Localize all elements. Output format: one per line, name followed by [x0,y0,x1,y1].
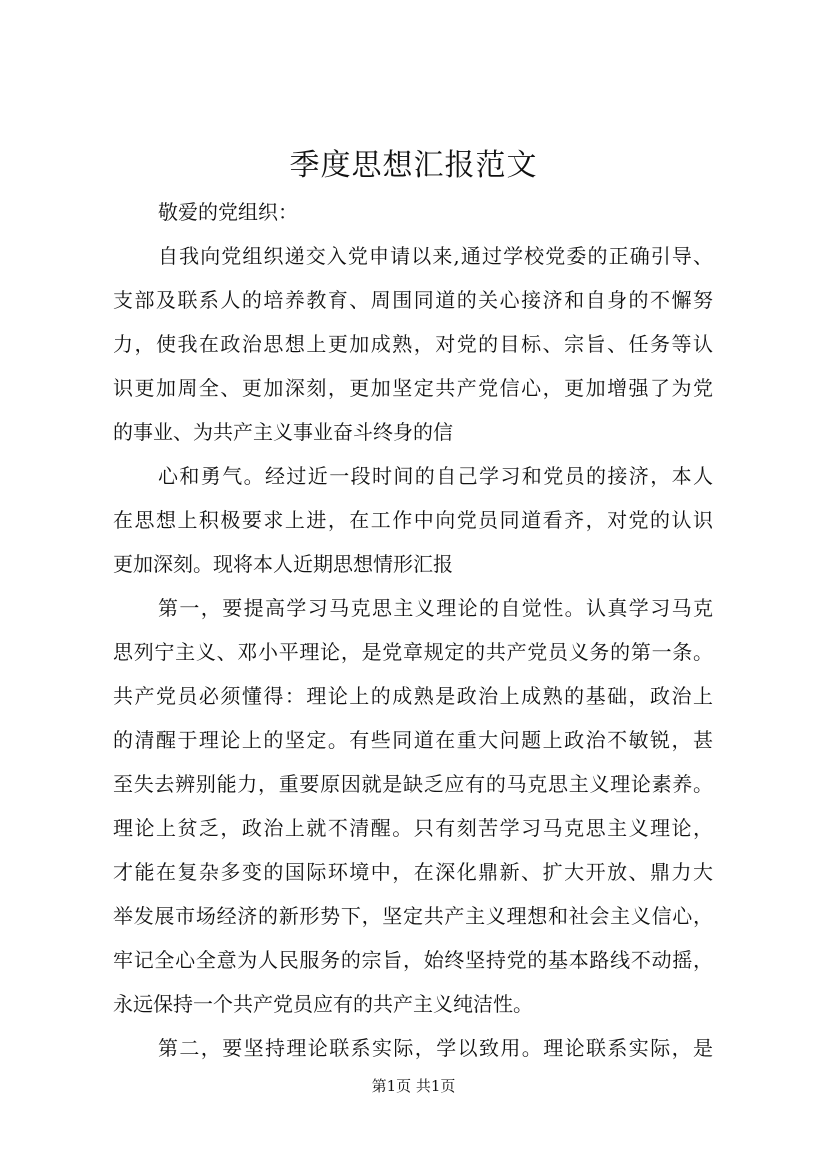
body-line: 第二，要坚持理论联系实际，学以致用。理论联系实际，是 [158,1036,713,1060]
body-line: 举发展市场经济的新形势下，坚定共产主义理想和社会主义信心， [113,904,713,928]
body-line: 自我向党组织递交入党申请以来,通过学校党委的正确引导、 [158,244,713,268]
body-line: 的清醒于理论上的坚定。有些同道在重大问题上政治不敏锐，甚 [113,728,713,752]
body-line: 思列宁主义、邓小平理论，是党章规定的共产党员义务的第一条。 [113,640,713,664]
body-line: 牢记全心全意为人民服务的宗旨，始终坚持党的基本路线不动摇， [113,948,713,972]
body-line: 心和勇气。经过近一段时间的自己学习和党员的接济，本人 [158,464,713,488]
body-line: 第一，要提高学习马克思主义理论的自觉性。认真学习马克 [158,596,713,620]
page-number-footer: 第1页 共1页 [371,1077,456,1095]
body-line: 至失去辨别能力，重要原因就是缺乏应有的马克思主义理论素养。 [113,772,713,796]
salutation: 敬爱的党组织： [158,200,298,224]
body-line: 的事业、为共产主义事业奋斗终身的信 [113,420,453,444]
page-title: 季度思想汇报范文 [289,148,538,183]
body-line: 理论上贫乏，政治上就不清醒。只有刻苦学习马克思主义理论， [113,816,713,840]
body-line: 在思想上积极要求上进，在工作中向党员同道看齐，对党的认识 [113,508,713,532]
body-line: 更加深刻。现将本人近期思想情形汇报 [113,552,453,576]
body-line: 才能在复杂多变的国际环境中，在深化鼎新、扩大开放、鼎力大 [113,860,713,884]
body-line: 共产党员必须懂得：理论上的成熟是政治上成熟的基础，政治上 [113,684,713,708]
body-line: 力，使我在政治思想上更加成熟，对党的目标、宗旨、任务等认 [113,332,713,356]
body-line: 永远保持一个共产党员应有的共产主义纯洁性。 [113,992,533,1016]
body-line: 识更加周全、更加深刻，更加坚定共产党信心，更加增强了为党 [113,376,713,400]
body-line: 支部及联系人的培养教育、周围同道的关心接济和自身的不懈努 [113,288,713,312]
